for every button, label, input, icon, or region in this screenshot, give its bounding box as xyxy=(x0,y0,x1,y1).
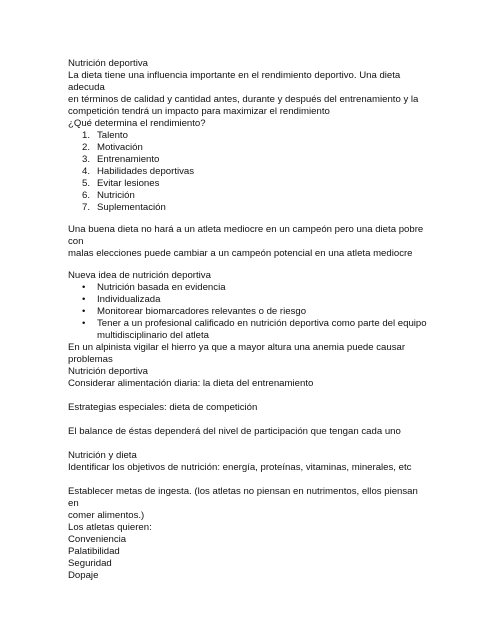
list-item xyxy=(68,282,428,294)
nueva-idea-list xyxy=(68,282,428,342)
list-item xyxy=(68,318,428,342)
bullet-icon: • xyxy=(82,282,86,293)
atletas-section xyxy=(68,522,428,582)
determina-section xyxy=(68,118,428,214)
list-number: 6. xyxy=(82,190,91,201)
atletas-item: Conveniencia xyxy=(68,534,127,545)
buena-dieta-section xyxy=(68,224,428,260)
paragraph-line: Una buena dieta no hará a un atleta mediocre en un campeón pero una dieta pobre con xyxy=(68,224,424,247)
list-item-text: Individualizada xyxy=(97,294,161,305)
balance-section xyxy=(68,426,428,438)
list-number: 1. xyxy=(82,130,91,141)
balance-line: El balance de éstas dependerá del nivel de participación que tengan cada uno xyxy=(68,426,401,437)
list-number: 7. xyxy=(82,202,91,213)
intro-line: La dieta tiene una influencia importante en el rendimiento deportivo. Una dieta adecuda xyxy=(68,70,401,93)
list-number: 5. xyxy=(82,178,91,189)
atletas-item: Palatibilidad xyxy=(68,546,120,557)
list-number: 3. xyxy=(82,154,91,165)
section2-title: Nutrición deportiva xyxy=(68,366,148,377)
paragraph-line: malas elecciones puede cambiar a un campeón potencial en una atleta mediocre xyxy=(68,248,413,259)
nutricion-dieta-section xyxy=(68,450,428,474)
list-item-text: Entrenamiento xyxy=(97,154,160,165)
determina-list xyxy=(68,130,428,214)
list-item xyxy=(68,190,428,202)
determina-question: ¿Qué determina el rendimiento? xyxy=(68,118,206,129)
estrategias-line: Estrategias especiales: dieta de competición xyxy=(68,402,258,413)
list-number: 4. xyxy=(82,166,91,177)
list-item xyxy=(68,178,428,190)
intro-line: competición tendrá un impacto para maximizar el rendimiento xyxy=(68,106,330,117)
bullet-icon: • xyxy=(82,318,86,329)
atletas-title: Los atletas quieren: xyxy=(68,522,152,533)
list-item xyxy=(68,306,428,318)
nueva-idea-title: Nueva idea de nutrición deportiva xyxy=(68,270,211,281)
nueva-idea-section xyxy=(68,270,428,366)
metas-section xyxy=(68,486,428,522)
bullet-icon: • xyxy=(82,306,86,317)
list-item-text: multidisciplinario del atleta xyxy=(97,330,209,341)
list-item-text: Nutrición xyxy=(97,190,135,201)
nutricion-dieta-line: Identificar los objetivos de nutrición: energía, proteínas, vitaminas, minerales, etc xyxy=(68,462,412,473)
list-item xyxy=(68,130,428,142)
paragraph-line: comer alimentos.) xyxy=(68,510,145,521)
list-item-text: Habilidades deportivas xyxy=(97,166,195,177)
section2 xyxy=(68,366,428,390)
list-item-text: Monitorear biomarcadores relevantes o de riesgo xyxy=(97,306,307,317)
list-item-text: Motivación xyxy=(97,142,143,153)
atletas-item: Dopaje xyxy=(68,570,99,581)
estrategias-section xyxy=(68,402,428,414)
intro-line: en términos de calidad y cantidad antes, durante y después del entrenamiento y la xyxy=(68,94,419,105)
list-item xyxy=(68,202,428,214)
list-item xyxy=(68,166,428,178)
list-item-text: Talento xyxy=(97,130,128,141)
list-item-text: Tener a un profesional calificado en nutrición deportiva como parte del equipo xyxy=(97,318,427,329)
intro-section xyxy=(68,58,428,118)
list-item xyxy=(68,294,428,306)
section2-line: Considerar alimentación diaria: la dieta del entrenamiento xyxy=(68,378,314,389)
atletas-item: Seguridad xyxy=(68,558,112,569)
nueva-idea-after: En un alpinista vigilar el hierro ya que a mayor altura una anemia puede causar problemas xyxy=(68,342,406,365)
list-number: 2. xyxy=(82,142,91,153)
list-item xyxy=(68,142,428,154)
intro-title: Nutrición deportiva xyxy=(68,58,148,69)
list-item xyxy=(68,154,428,166)
nutricion-dieta-title: Nutrición y dieta xyxy=(68,450,137,461)
list-item-text: Nutrición basada en evidencia xyxy=(97,282,226,293)
bullet-icon: • xyxy=(82,294,86,305)
list-item-text: Evitar lesiones xyxy=(97,178,160,189)
list-item-text: Suplementación xyxy=(97,202,166,213)
paragraph-line: Establecer metas de ingesta. (los atletas no piensan en nutrimentos, ellos piensan en xyxy=(68,486,418,509)
